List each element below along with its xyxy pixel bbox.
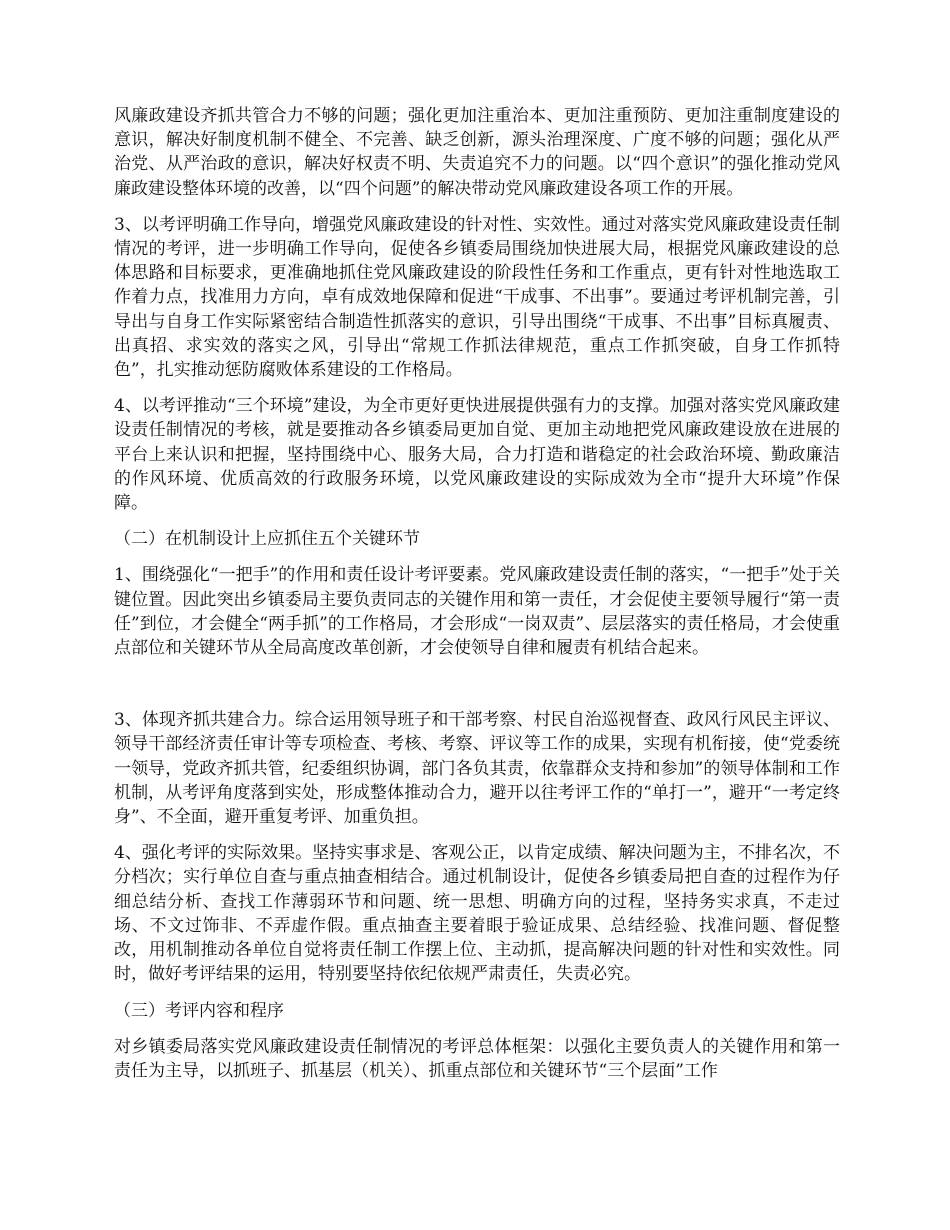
section-heading-content: （三）考评内容和程序 [114, 1000, 284, 1021]
paragraph-item-3-synergy: 3、体现齐抓共建合力。综合运用领导班子和干部考察、村民自治巡视督查、政风行风民主评议、领导干部经济责任审计等专项检查、考核、考察、评议等工作的成果，实现有机衔接，使“党委统一领导，党政齐抓共管，纪委组织协调，部门各负其责，依靠群众支持和参加”的领导体制和工作机制，从考评角度落到实处，形成整体推动合力，避开以往考评工作的“单打一”，避开“一考定终身”、不全面，避开重复考评、加重负担。 [114, 710, 840, 828]
paragraph-item-4-effect: 4、强化考评的实际效果。坚持实事求是、客观公正，以肯定成绩、解决问题为主，不排名次，不分档次；实行单位自查与重点抽查相结合。通过机制设计，促使各乡镇委局把自查的过程作为仔细总结分析、查找工作薄弱环节和问题、统一思想、明确方向的过程，坚持务实求真，不走过场、不文过饰非、不弄虚作假。重点抽查主要着眼于验证成果、总结经验、找准问题、督促整改，用机制推动各单位自觉将责任制工作摆上位、主动抓，提高解决问题的针对性和实效性。同时，做好考评结果的运用，特别要坚持依纪依规严肃责任，失责必究。 [114, 843, 840, 985]
paragraph-item-4-environment: 4、以考评推动“三个环境”建设，为全市更好更快进展提供强有力的支撑。加强对落实党风廉政建设责任制情况的考核，就是要推动各乡镇委局更加自觉、更加主动地把党风廉政建设放在进展的平台上来认识和把握，坚持围绕中心、服务大局，合力打造和谐稳定的社会政治环境、勤政廉洁的作风环境、优质高效的行政服务环境，以党风廉政建设的实际成效为全市“提升大环境”作保障。 [114, 396, 840, 514]
paragraph-four-awareness: 风廉政建设齐抓共管合力不够的问题；强化更加注重治本、更加注重预防、更加注重制度建设的意识，解决好制度机制不健全、不完善、缺乏创新，源头治理深度、广度不够的问题；强化从严治党、从严治政的意识，解决好权责不明、失责追究不力的问题。以“四个意识”的强化推动党风廉政建设整体环境的改善，以“四个问题”的解决带动党风廉政建设各项工作的开展。 [114, 106, 840, 199]
document-page [114, 104, 840, 1095]
blank-gap [114, 672, 840, 708]
paragraph-item-3-guidance: 3、以考评明确工作导向，增强党风廉政建设的针对性、实效性。通过对落实党风廉政建设责任制情况的考评，进一步明确工作导向，促使各乡镇委局围绕加快进展大局，根据党风廉政建设的总体思路和目标要求，更准确地抓住党风廉政建设的阶段性任务和工作重点，更有针对性地选取工作着力点，找准用力方向，卓有成效地保障和促进“干成事、不出事”。要通过考评机制完善，引导出与自身工作实际紧密结合制造性抓落实的意识，引导出围绕“干成事、不出事”目标真履责、出真招、求实效的落实之风，引导出“常规工作抓法律规范，重点工作抓突破，自身工作抓特色”，扎实推动惩防腐败体系建设的工作格局。 [114, 214, 840, 381]
paragraph-framework: 对乡镇委局落实党风廉政建设责任制情况的考评总体框架：以强化主要负责人的关键作用和第一责任为主导，以抓班子、抓基层（机关）、抓重点部位和关键环节“三个层面”工作 [114, 1036, 840, 1081]
paragraph-item-1-leader: 1、围绕强化“一把手”的作用和责任设计考评要素。党风廉政建设责任制的落实，“一把手”处于关键位置。因此突出乡镇委局主要负责同志的关键作用和第一责任，才会促使主要领导履行“第一责任”到位，才会健全“两手抓”的工作格局，才会形成“一岗双责”、层层落实的责任格局，才会使重点部位和关键环节从全局高度改革创新，才会使领导自律和履责有机结合起来。 [114, 565, 840, 659]
section-heading-mechanism: （二）在机制设计上应抓住五个关键环节 [114, 529, 420, 550]
